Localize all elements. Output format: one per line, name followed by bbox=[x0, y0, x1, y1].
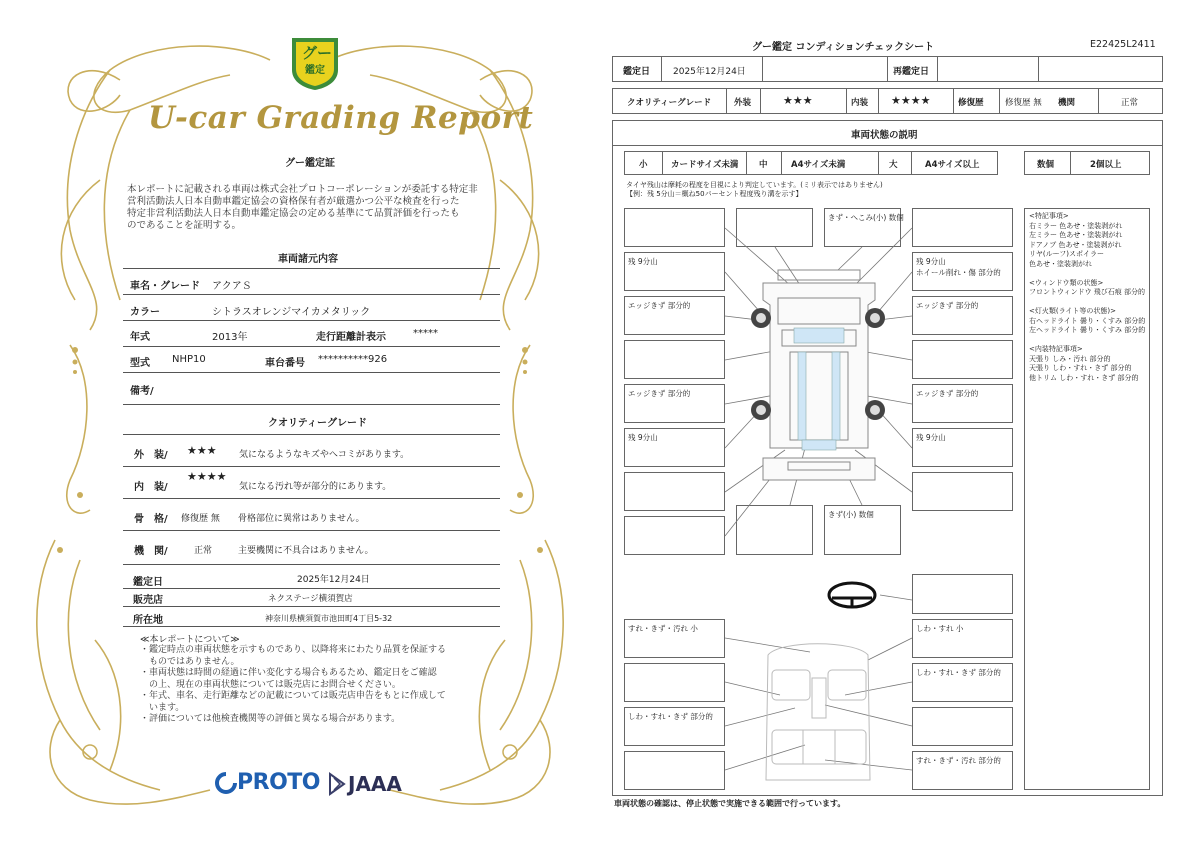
quality-stars: ★★★★ bbox=[187, 470, 227, 483]
quality-comment: 気になるようなキズやへコミがあります。 bbox=[239, 450, 410, 460]
special-notes-box bbox=[1024, 208, 1150, 790]
quality-label: 外 装/ bbox=[134, 450, 168, 461]
model-value: NHP10 bbox=[172, 354, 206, 365]
note-line: <特記事項> bbox=[1029, 212, 1069, 220]
note-line: ・車両状態は時間の経過に伴い変化する場合もあるため、鑑定日をご確認 bbox=[140, 668, 437, 678]
engine-label: 機関 bbox=[1058, 98, 1076, 108]
divider bbox=[123, 372, 500, 373]
note-line: 他トリム しわ・すれ・きず 部分的 bbox=[1029, 373, 1139, 382]
quality-comment: 主要機関に不具合はありません。 bbox=[238, 546, 374, 556]
condition-check-sheet bbox=[600, 0, 1200, 848]
script-title: U-car Grading Report bbox=[148, 100, 534, 136]
intro-paragraph bbox=[127, 184, 507, 232]
quality-comment: 気になる汚れ等が部分的にあります。 bbox=[239, 482, 392, 492]
notes-heading: ≪本レポートについて≫ bbox=[140, 635, 240, 645]
divider bbox=[123, 346, 500, 347]
note-line: 左ミラー 色あせ・塗装剥がれ bbox=[1029, 231, 1123, 239]
note-line: 天張り しわ・すれ・きず 部分的 bbox=[1029, 364, 1132, 372]
sheet-code: E22425L2411 bbox=[1090, 39, 1156, 50]
reappraisal-label: 再鑑定日 bbox=[893, 67, 930, 77]
callout-text: すれ・きず・汚れ 部分的 bbox=[916, 756, 1001, 765]
year-value: 2013年 bbox=[212, 332, 248, 343]
date-value: 2025年12月24日 bbox=[673, 67, 746, 77]
vehicle-name-label: 車名・グレード bbox=[130, 281, 200, 292]
color-label: カラー bbox=[130, 307, 160, 318]
count-label: 数個 bbox=[1037, 160, 1055, 170]
sheet-title: グー鑑定 コンディションチェックシート bbox=[752, 42, 935, 53]
callout-text: エッジきず 部分的 bbox=[916, 301, 979, 310]
size-large-label: 大 bbox=[889, 160, 898, 170]
steering-wheel-icon bbox=[829, 583, 875, 607]
callout-text: すれ・きず・汚れ 小 bbox=[628, 624, 698, 633]
quality-label: 骨 格/ bbox=[134, 514, 168, 525]
certificate-heading: グー鑑定証 bbox=[285, 158, 335, 169]
size-mid-desc: A4サイズ未満 bbox=[791, 160, 846, 170]
badge-text-top: グー bbox=[302, 44, 333, 62]
divider bbox=[123, 606, 500, 607]
appraisal-date-value: 2025年12月24日 bbox=[297, 575, 370, 585]
divider bbox=[123, 626, 500, 627]
exterior-label: 外装 bbox=[734, 98, 752, 108]
interior-label: 内装 bbox=[851, 98, 869, 108]
notes-list bbox=[140, 645, 446, 726]
divider bbox=[123, 498, 500, 499]
callout-text: エッジきず 部分的 bbox=[628, 389, 691, 398]
note-line: 右ミラー 色あせ・塗装剥がれ bbox=[1029, 221, 1123, 230]
note-line: ドアノブ 色あせ・塗装剥がれ bbox=[1029, 240, 1122, 249]
jaaa-mark-icon bbox=[328, 772, 346, 796]
callout-text: きず(小) 数個 bbox=[828, 510, 874, 519]
divider bbox=[123, 588, 500, 589]
dealer-value: ネクステージ横須賀店 bbox=[268, 594, 353, 604]
interior-value: ★★★★ bbox=[891, 94, 931, 107]
goo-appraisal-badge bbox=[286, 32, 344, 92]
callout-text: きず・へこみ(小) 数個 bbox=[828, 213, 904, 222]
callout-text: 残 9分山 bbox=[916, 433, 946, 442]
note-line: ・年式、車名、走行距離などの記載については販売店申告をもとに作成して bbox=[140, 691, 446, 701]
date-label: 鑑定日 bbox=[623, 67, 651, 77]
size-large-desc: A4サイズ以上 bbox=[925, 160, 980, 170]
year-label: 年式 bbox=[130, 332, 150, 343]
remarks-label: 備考/ bbox=[130, 386, 154, 397]
note-line: <ウィンドウ類の状態> bbox=[1029, 278, 1104, 287]
quality-heading: クオリティーグレード bbox=[268, 418, 367, 429]
divider bbox=[123, 466, 500, 467]
count-desc: 2個以上 bbox=[1090, 160, 1122, 170]
size-small-desc: カードサイズ未満 bbox=[671, 160, 739, 170]
callout-text: エッジきず 部分的 bbox=[916, 389, 979, 398]
divider bbox=[123, 434, 500, 435]
spec-heading: 車両諸元内容 bbox=[278, 254, 338, 265]
proto-logo-text: PROTO bbox=[237, 770, 320, 795]
exterior-value: ★★★ bbox=[783, 94, 813, 107]
note-line: <灯火類(ライト等の状態)> bbox=[1029, 307, 1116, 315]
footer-note: 車両状態の確認は、停止状態で実施できる範囲で行っています。 bbox=[614, 799, 846, 808]
callout-text: 残 9分山 bbox=[916, 257, 946, 266]
divider bbox=[123, 404, 500, 405]
note-line: フロントウィンドウ 飛び石痕 部分的 bbox=[1029, 288, 1146, 296]
callout-text: 残 9分山 bbox=[628, 433, 658, 442]
note-line: 左ヘッドライト 曇り・くすみ 部分的 bbox=[1029, 326, 1146, 334]
size-small-label: 小 bbox=[639, 160, 648, 170]
callout-text: 残 9分山 bbox=[628, 257, 658, 266]
divider bbox=[123, 530, 500, 531]
divider bbox=[123, 268, 500, 269]
note-line: ・鑑定時点の車両状態を示すものであり、以降将来にわたり品質を保証する bbox=[140, 645, 447, 655]
chassis-label: 車台番号 bbox=[265, 358, 305, 369]
callout-text: ホイール削れ・傷 部分的 bbox=[916, 268, 1001, 277]
note-line: 色あせ・塗装剥がれ bbox=[1029, 259, 1092, 268]
dealer-label: 販売店 bbox=[133, 595, 163, 606]
quality-comment: 骨格部位に異常はありません。 bbox=[238, 514, 365, 524]
jaaa-logo-text: JAAA bbox=[348, 772, 402, 796]
chassis-value: **********926 bbox=[318, 354, 388, 365]
condition-heading: 車両状態の説明 bbox=[851, 130, 918, 141]
note-spacer bbox=[1029, 269, 1145, 279]
quality-label: 機 関/ bbox=[134, 546, 168, 557]
note-line: います。 bbox=[140, 702, 185, 713]
note-line: 右ヘッドライト 曇り・くすみ 部分的 bbox=[1029, 316, 1146, 325]
appraisal-date-label: 鑑定日 bbox=[133, 577, 163, 588]
note-line: ものではありません。 bbox=[140, 656, 240, 667]
repair-label: 修復歴 bbox=[958, 98, 984, 108]
grading-certificate bbox=[0, 0, 590, 848]
callout-text: しわ・すれ 小 bbox=[916, 624, 964, 633]
address-value: 神奈川県横須賀市池田町4丁目5-32 bbox=[265, 614, 393, 623]
quality-value: 正常 bbox=[194, 546, 213, 556]
tire-example: 【例：残 5分山＝概ね50パーセント程度残り溝を示す】 bbox=[626, 190, 803, 198]
address-label: 所在地 bbox=[133, 615, 163, 626]
intro-line: 特定非営利活動法人日本自動車鑑定協会の定める基準にて品質評価を行ったも bbox=[127, 208, 460, 219]
grade-label: クオリティーグレード bbox=[627, 98, 712, 108]
special-notes-list bbox=[1029, 212, 1145, 383]
note-spacer bbox=[1029, 298, 1145, 308]
vehicle-name-value: アクアＳ bbox=[212, 281, 252, 292]
callout-text: エッジきず 部分的 bbox=[628, 301, 691, 310]
proto-mark-icon bbox=[215, 772, 237, 794]
size-mid-label: 中 bbox=[759, 160, 768, 170]
quality-value: 修復歴 無 bbox=[181, 514, 220, 524]
divider bbox=[123, 294, 500, 295]
mileage-value: ***** bbox=[413, 328, 438, 339]
repair-value: 修復歴 無 bbox=[1005, 98, 1042, 108]
mileage-label: 走行距離計表示 bbox=[316, 332, 386, 343]
color-value: シトラスオレンジマイカメタリック bbox=[212, 307, 371, 318]
note-line: リヤ(ルーフ)スポイラー bbox=[1029, 250, 1104, 258]
intro-line: のであることを証明する。 bbox=[127, 220, 242, 231]
note-line: の上、現在の車両状態については販売店にお問合せください。 bbox=[140, 679, 401, 690]
divider bbox=[123, 564, 500, 565]
quality-stars: ★★★ bbox=[187, 444, 217, 457]
intro-line: 営利活動法人日本自動車鑑定協会の資格保有者が厳選かつ公平な検査を行った bbox=[127, 196, 460, 207]
note-line: 天張り しみ・汚れ 部分的 bbox=[1029, 354, 1111, 363]
note-line: ・評価については他検査機関等の評価と異なる場合があります。 bbox=[140, 714, 401, 724]
callout-text: しわ・すれ・きず 部分的 bbox=[916, 668, 1001, 677]
callout-text: しわ・すれ・きず 部分的 bbox=[628, 712, 713, 721]
tire-note: タイヤ残山は摩耗の程度を目視により判定しています。(ミリ表示ではありません) bbox=[626, 181, 883, 189]
quality-label: 内 装/ bbox=[134, 482, 168, 493]
engine-value: 正常 bbox=[1121, 98, 1139, 108]
model-label: 型式 bbox=[130, 358, 150, 369]
badge-text-bottom: 鑑定 bbox=[305, 65, 325, 76]
intro-line: 本レポートに記載される車両は株式会社プロトコーポレーションが委託する特定非 bbox=[127, 184, 478, 195]
divider bbox=[123, 320, 500, 321]
note-line: <内装特記事項> bbox=[1029, 345, 1083, 353]
note-spacer bbox=[1029, 336, 1145, 346]
